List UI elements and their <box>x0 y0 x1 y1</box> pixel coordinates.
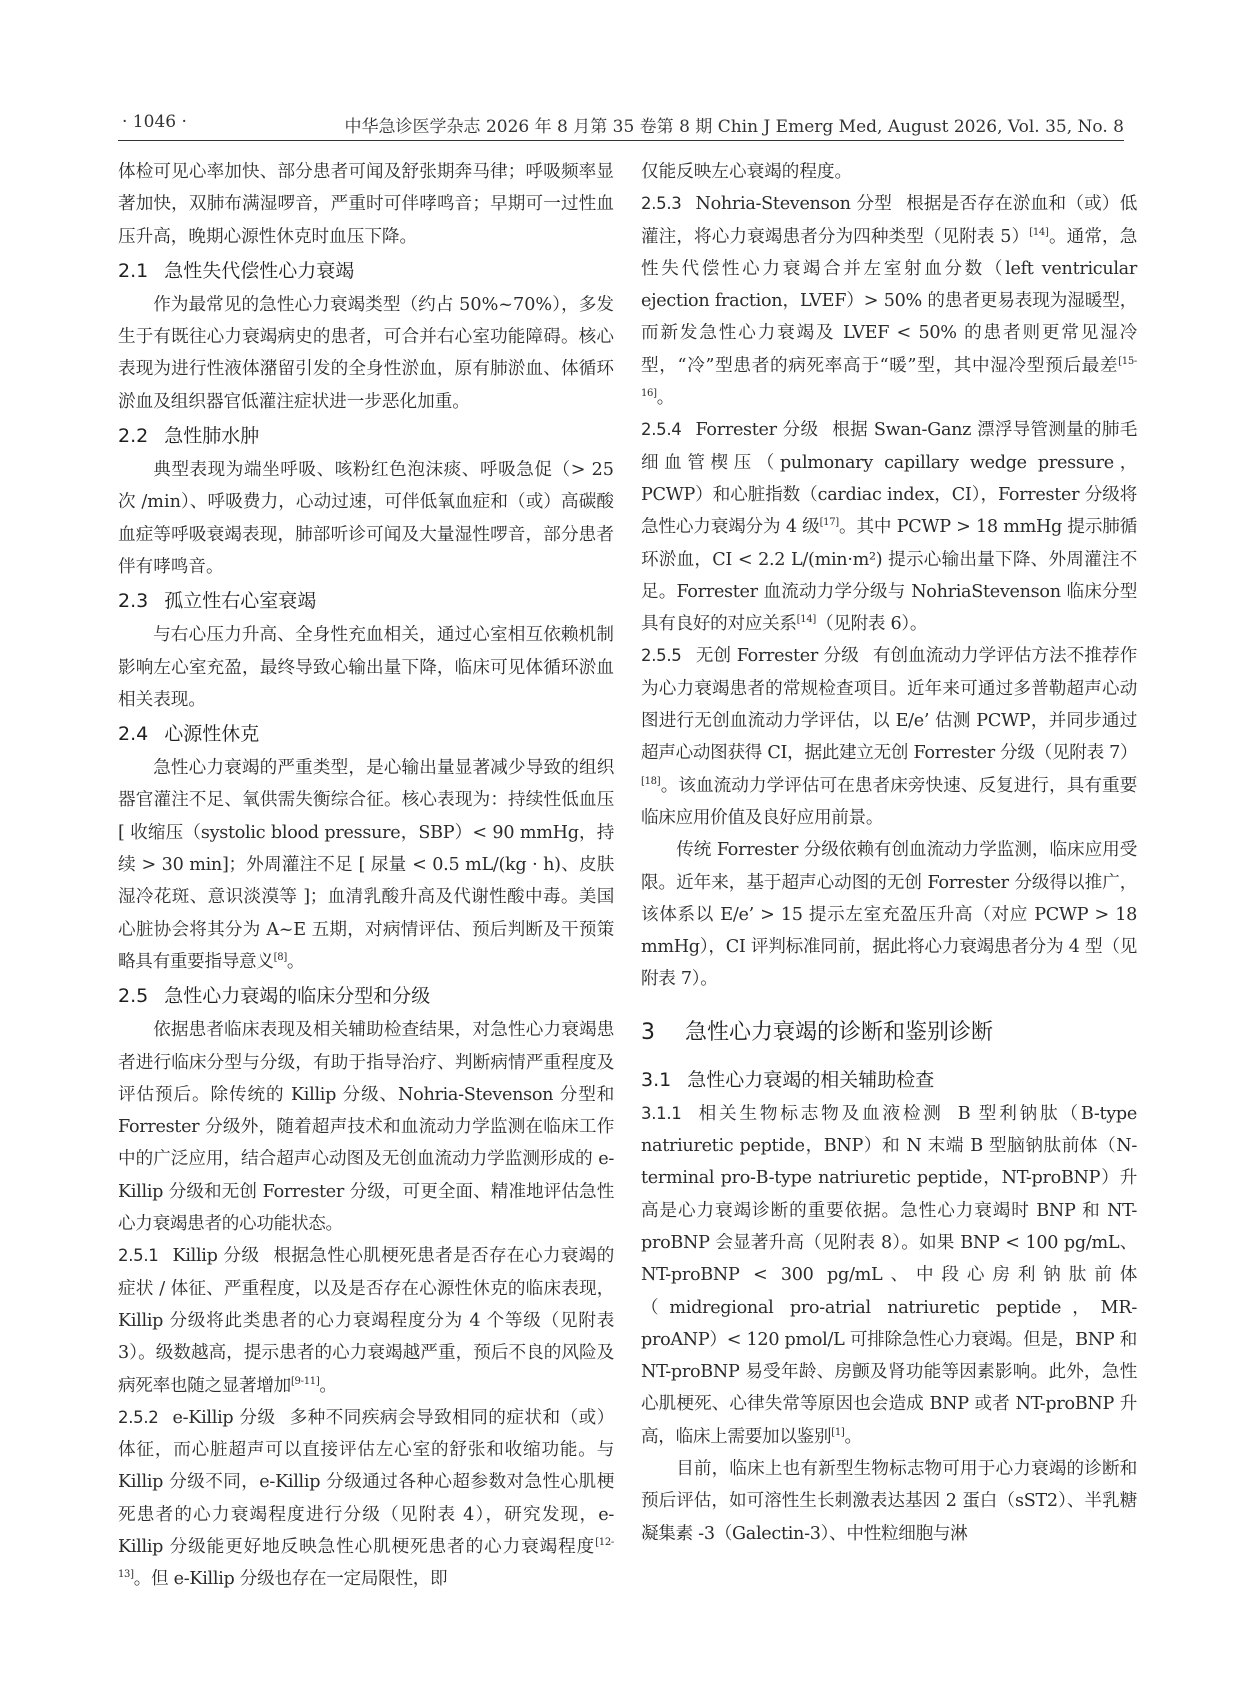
paragraph-2-5-1: 2.5.1 Killip 分级 根据急性心肌梗死患者是否存在心力衰竭的症状 / 体征、严重程度，以及是否存在心源性休克的临床表现，Killip 分级将此类患者的心力衰竭程度分为 4 个等级（见附表 3）。级数越高，提示患者的心力衰竭越严重，预后不良的风险及病死率也随之显著增加[9-11]。 <box>118 1246 614 1396</box>
journal-citation: 中华急诊医学杂志 2026 年 8 月第 35 卷第 8 期 Chin J Emerg Med, August 2026, Vol. 35, No. 8 <box>344 117 1124 137</box>
citation-ref: [14] <box>1029 226 1049 238</box>
paragraph-continued: 仅能反映左心衰竭的程度。 <box>641 162 853 182</box>
heading-3: 3 急性心力衰竭的诊断和鉴别诊断 <box>641 1019 994 1045</box>
heading-3-1: 3.1 急性心力衰竭的相关辅助检查 <box>641 1068 935 1091</box>
paragraph-2-4: 急性心力衰竭的严重类型，是心输出量显著减少导致的组织器官灌注不足、氧供需失衡综合征。核心表现为：持续性低血压 [ 收缩压（systolic blood pressure，SBP）< 90 mmHg，持续 > 30 min]；外周灌注不足 [ 尿量 < 0.5 mL/(kg · h)、皮肤湿冷花斑、意识淡漠等 ]；血清乳酸升高及代谢性酸中毒。美国心脏协会将其分为 A~E 五期，对病情评估、预后判断及干预策略具有重要指导意义[8]。 <box>118 758 614 972</box>
citation-ref: [1] <box>831 1426 845 1438</box>
citation-ref: [17] <box>819 517 839 529</box>
heading-2-2: 2.2 急性肺水肿 <box>118 425 260 448</box>
paragraph-2-1: 作为最常见的急性心力衰竭类型（约占 50%~70%），多发生于有既往心力衰竭病史的患者，可合并右心室功能障碍。核心表现为进行性液体潴留引发的全身性淤血，原有肺淤血、体循环淤血及组织器官低灌注症状进一步恶化加重。 <box>118 294 614 412</box>
heading-2-5: 2.5 急性心力衰竭的临床分型和分级 <box>118 985 431 1008</box>
citation-ref: [12-13] <box>118 1536 614 1581</box>
citation-ref: [9-11] <box>290 1375 320 1387</box>
citation-ref: [18] <box>641 775 661 787</box>
paragraph-forrester-traditional: 传统 Forrester 分级依赖有创血流动力学监测，临床应用受限。近年来，基于超声心动图的无创 Forrester 分级得以推广，该体系以 E/e’ > 15 提示左室充盈压升高（对应 PCWP > 18 mmHg），CI 评判标准同前，据此将心力衰竭患者分为 4 型（见附表 7）。 <box>641 840 1137 990</box>
paragraph-2-5-3: 2.5.3 Nohria-Stevenson 分型 根据是否存在淤血和（或）低灌注，将心力衰竭患者分为四种类型（见附表 5）[14]。通常，急性失代偿性心力衰竭合并左室射血分数（left ventricular ejection fraction，LVEF）> 50% 的患者更易表现为湿暖型，而新发急性心力衰竭及 LVEF < 50% 的患者则更常见湿冷型，“冷”型患者的病死率高于“暖”型，其中湿冷型预后最差[15-16]。 <box>641 194 1137 409</box>
citation-ref: [8] <box>273 951 287 963</box>
running-header <box>118 104 1124 141</box>
citation-ref: [14] <box>796 614 816 626</box>
paragraph-2-5-4: 2.5.4 Forrester 分级 根据 Swan-Ganz 漂浮导管测量的肺毛细血管楔压（pulmonary capillary wedge pressure，PCWP）和心脏指数（cardiac index，CI），Forrester 分级将急性心力衰竭分为 4 级[17]。其中 PCWP > 18 mmHg 提示肺循环淤血，CI < 2.2 L/(min·m²) 提示心输出量下降、外周灌注不足。Forrester 血流动力学分级与 NohriaStevenson 临床分型具有良好的对应关系[14]（见附表 6）。 <box>641 420 1137 635</box>
paragraph-2-5-2: 2.5.2 e-Killip 分级 多种不同疾病会导致相同的症状和（或）体征，而心脏超声可以直接评估左心室的舒张和收缩功能。与 Killip 分级不同，e-Killip 分级通过各种心超参数对急性心肌梗死患者的心力衰竭程度进行分级（见附表 4），研究发现，e-Killip 分级能更好地反映急性心肌梗死患者的心力衰竭程度[12-13]。但 e-Killip 分级也存在一定局限性，即 <box>118 1407 614 1590</box>
heading-2-3: 2.3 孤立性右心室衰竭 <box>118 590 317 613</box>
paragraph-2-3: 与右心压力升高、全身性充血相关，通过心室相互依赖机制影响左心室充盈，最终导致心输出量下降，临床可见体循环淤血相关表现。 <box>118 625 614 710</box>
heading-2-4: 2.4 心源性休克 <box>118 723 260 746</box>
left-column <box>118 156 614 1596</box>
paragraph-continued: 体检可见心率加快、部分患者可闻及舒张期奔马律；呼吸频率显著加快，双肺布满湿啰音，严重时可伴哮鸣音；早期可一过性血压升高，晚期心源性休克时血压下降。 <box>118 162 614 247</box>
heading-2-1: 2.1 急性失代偿性心力衰竭 <box>118 259 355 282</box>
paragraph-biomarkers: 目前，临床上也有新型生物标志物可用于心力衰竭的诊断和预后评估，如可溶性生长刺激表达基因 2 蛋白（sST2）、半乳糖凝集素 -3（Galectin-3）、中性粒细胞与淋 <box>641 1458 1137 1544</box>
paragraph-2-2: 典型表现为端坐呼吸、咳粉红色泡沫痰、呼吸急促（> 25 次 /min）、呼吸费力，心动过速，可伴低氧血症和（或）高碳酸血症等呼吸衰竭表现，肺部听诊可闻及大量湿性啰音，部分患者伴有哮鸣音。 <box>118 460 614 577</box>
citation-ref: [15-16] <box>641 355 1137 400</box>
paragraph-2-5-5: 2.5.5 无创 Forrester 分级 有创血流动力学评估方法不推荐作为心力衰竭患者的常规检查项目。近年来可通过多普勒超声心动图进行无创血流动力学评估，以 E/e’ 估测 PCWP，并同步通过超声心动图获得 CI，据此建立无创 Forrester 分级（见附表 7）[18]。该血流动力学评估可在患者床旁快速、反复进行，具有重要临床应用价值及良好应用前景。 <box>641 646 1138 828</box>
paragraph-3-1-1: 3.1.1 相关生物标志物及血液检测 B 型利钠肽（B-type natriuretic peptide，BNP）和 N 末端 B 型脑钠肽前体（N-terminal pro-B-type natriuretic peptide，NT-proBNP）升高是心力衰竭诊断的重要依据。急性心力衰竭时 BNP 和 NT-proBNP 会显著升高（见附表 8）。如果 BNP < 100 pg/mL、NT-proBNP < 300 pg/mL、中段心房利钠肽前体（midregional pro-atrial natriuretic peptide，MR-proANP）< 120 pmol/L 可排除急性心力衰竭。但是，BNP 和 NT-proBNP 易受年龄、房颤及肾功能等因素影响。此外，急性心肌梗死、心律失常等原因也会造成 BNP 或者 NT-proBNP 升高，临床上需要加以鉴别[1]。 <box>641 1103 1137 1447</box>
page-number: · 1046 · <box>122 112 187 132</box>
paragraph-2-5: 依据患者临床表现及相关辅助检查结果，对急性心力衰竭患者进行临床分型与分级，有助于指导治疗、判断病情严重程度及评估预后。除传统的 Killip 分级、Nohria-Stevenson 分型和 Forrester 分级外，随着超声技术和血流动力学监测在临床工作中的广泛应用，结合超声心动图及无创血流动力学监测形成的 e-Killip 分级和无创 Forrester 分级，可更全面、精准地评估急性心力衰竭患者的心功能状态。 <box>118 1020 614 1235</box>
right-column <box>641 156 1137 1550</box>
